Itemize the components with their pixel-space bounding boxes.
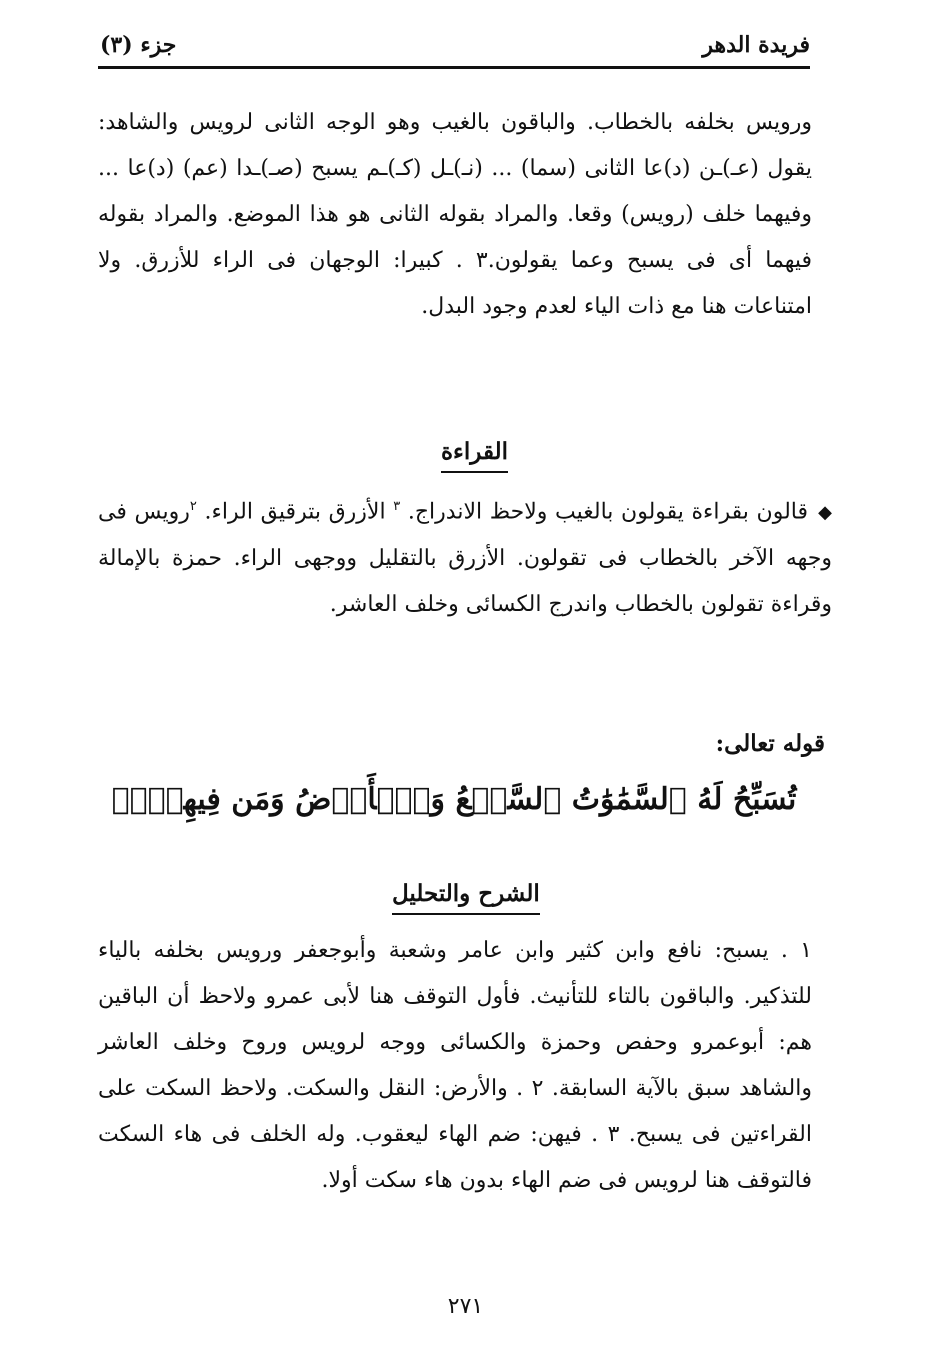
part-label: جزء (٣) [100, 32, 177, 58]
qiraa-part-3: رويس فى وجهه الآخر بالخطاب فى تقولون. [98, 499, 832, 572]
sharh-text: ١ . يسبح: نافع وابن كثير وابن عامر وشعبة وأبوجعفر ورويس بخلفه بالياء للتذكير. والباقون بالتاء للتأنيث. فأول التوقف هنا لأبى عمرو ولاحظ أن الباقين هم: أبوعمرو وحفص وحمزة والكسائى ووجه لرويس وروح وخلف العاشر والشاهد سبق بالآية السابقة. ٢ . والأرض: النقل والسكت. ولاحظ السكت على القراءتين فى يسبح. ٣ . فيهن: ضم الهاء ليعقوب. وله الخلف فى هاء السكت فالتوقف هنا لرويس فى ضم الهاء بدون هاء سكت أولا. [98, 938, 812, 1193]
page-number: ٢٧١ [447, 1294, 484, 1319]
section-heading-qiraa-text: القراءة [441, 438, 508, 473]
paragraph-intro [98, 100, 812, 330]
qiraa-part-2: الأزرق بترقيق الراء. [204, 499, 386, 525]
header-divider [98, 66, 810, 69]
book-title: فريدة الدهر [702, 32, 810, 58]
qiraa-part-4: الأزرق بالتقليل ووجهى الراء. حمزة بالإمالة وقراءة تقولون بالخطاب واندرج الكسائى وخلف العاشر. [98, 546, 832, 618]
qiraa-part-1: قالون بقراءة يقولون بالغيب ولاحظ الاندراج. [407, 499, 808, 525]
running-header [98, 26, 810, 64]
footnote-marker-3: ٣ [393, 499, 401, 514]
footnote-marker-2: ٢ [189, 499, 197, 514]
quran-verse: تُسَبِّحُ لَهُ ٱلسَّمَٰوَٰتُ ٱلسَّبۡعُ وَٱلۡأَرۡضُ وَمَن فِيهِنَّۚ [111, 782, 797, 817]
paragraph-intro-text: ورويس بخلفه بالخطاب. والباقون بالغيب وهو الوجه الثانى لرويس والشاهد: يقول (عـ)ـن (د)عا الثانى (سما) ... (نـ)ـل (كـ)ـم يسبح (صـ)ـدا (عم) (د)عا ... وفيهما خلف (رويس) وقعا. والمراد بقوله الثانى هو هذا الموضع. والمراد بقوله فيهما أى فى يسبح وعما يقولون.٣ . كبيرا: الوجهان فى الراء للأزرق. ولا امتناعات هنا مع ذات الياء لعدم وجود البدل. [98, 110, 812, 319]
qiraa-paragraph [98, 484, 832, 628]
verse-intro-label: قوله تعالى: [715, 730, 825, 757]
sharh-paragraph [98, 928, 812, 1204]
section-heading-sharh-text: الشرح والتحليل [392, 880, 540, 915]
section-heading-qiraa [441, 438, 508, 465]
section-heading-sharh [392, 880, 540, 907]
diamond-bullet-icon: ◆ [818, 502, 832, 524]
qiraa-text [98, 484, 832, 628]
